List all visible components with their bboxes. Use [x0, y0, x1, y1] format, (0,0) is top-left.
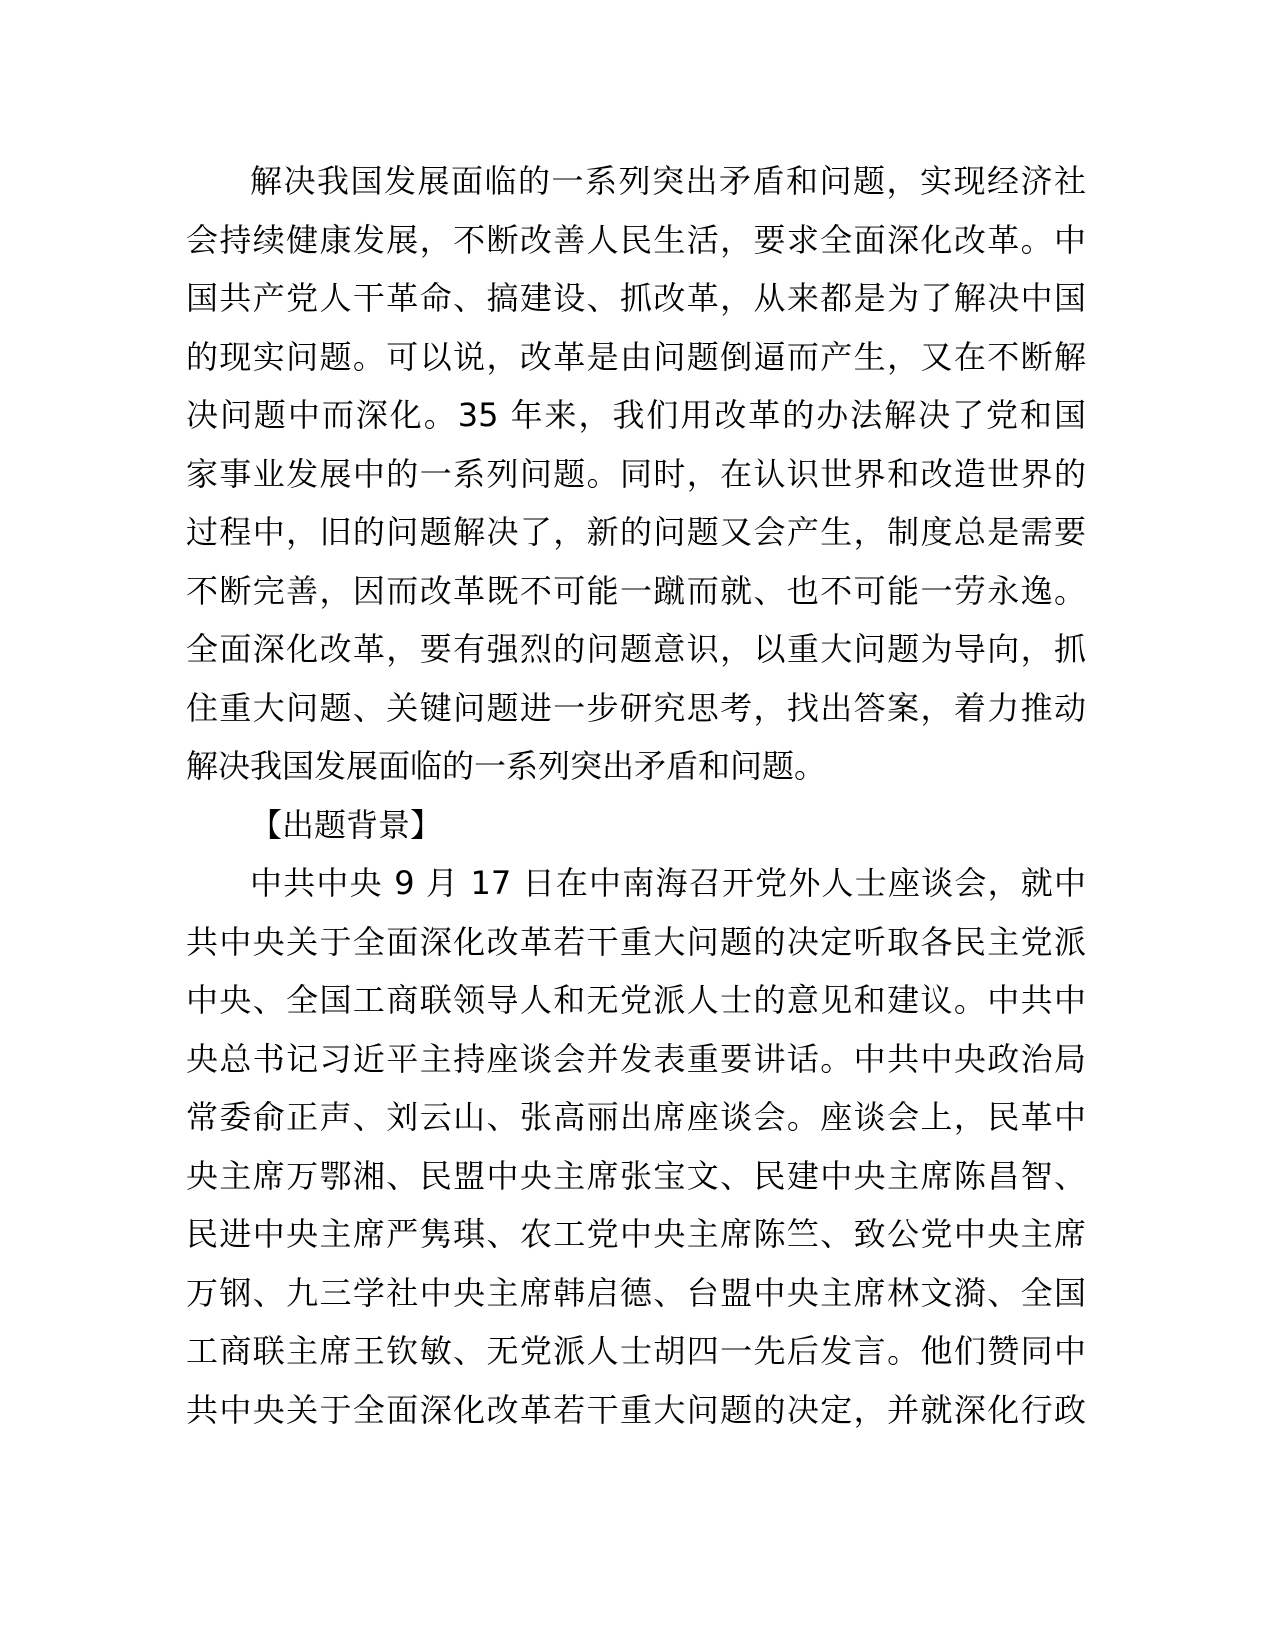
text-line: 解决我国发展面临的一系列突出矛盾和问题。 — [186, 747, 827, 785]
text-line: 过程中，旧的问题解决了，新的问题又会产生，制度总是需要 — [186, 513, 1086, 551]
text-line: 中央、全国工商联领导人和无党派人士的意见和建议。中共中 — [186, 981, 1086, 1019]
document-body — [186, 152, 1086, 1439]
text-line: 共中央关于全面深化改革若干重大问题的决定听取各民主党派 — [186, 922, 1086, 961]
text-line: 央总书记习近平主持座谈会并发表重要讲话。中共中央政治局 — [186, 1039, 1086, 1078]
text-line: 家事业发展中的一系列问题。同时，在认识世界和改造世界的 — [186, 454, 1086, 493]
text-line: 央主席万鄂湘、民盟中央主席张宝文、民建中央主席陈昌智、 — [186, 1156, 1086, 1195]
text-line: 不断完善，因而改革既不可能一蹴而就、也不可能一劳永逸。 — [186, 571, 1086, 610]
text-line: 万钢、九三学社中央主席韩启德、台盟中央主席林文漪、全国 — [186, 1273, 1086, 1312]
text-line: 的现实问题。可以说，改革是由问题倒逼而产生，又在不断解 — [186, 337, 1086, 376]
paragraph-reform-problems — [186, 152, 1086, 796]
text-line: 中共中央 9 月 17 日在中南海召开党外人士座谈会，就中 — [250, 864, 1086, 902]
text-line: 常委俞正声、刘云山、张高丽出席座谈会。座谈会上，民革中 — [186, 1098, 1086, 1136]
section-heading: 【出题背景】 — [250, 805, 443, 844]
paragraph-meeting — [186, 854, 1086, 1439]
text-line: 共中央关于全面深化改革若干重大问题的决定，并就深化行政 — [186, 1390, 1086, 1429]
text-line: 国共产党人干革命、搞建设、抓改革，从来都是为了解决中国 — [186, 279, 1086, 317]
text-line: 解决我国发展面临的一系列突出矛盾和问题，实现经济社 — [250, 162, 1086, 200]
section-heading-background — [186, 796, 1086, 855]
text-line: 工商联主席王钦敏、无党派人士胡四一先后发言。他们赞同中 — [186, 1332, 1086, 1370]
text-line: 全面深化改革，要有强烈的问题意识，以重大问题为导向，抓 — [186, 630, 1086, 668]
text-line: 民进中央主席严隽琪、农工党中央主席陈竺、致公党中央主席 — [186, 1215, 1086, 1253]
text-line: 决问题中而深化。35 年来，我们用改革的办法解决了党和国 — [186, 396, 1086, 434]
text-line: 住重大问题、关键问题进一步研究思考，找出答案，着力推动 — [186, 688, 1086, 727]
text-line: 会持续健康发展，不断改善人民生活，要求全面深化改革。中 — [186, 220, 1086, 259]
